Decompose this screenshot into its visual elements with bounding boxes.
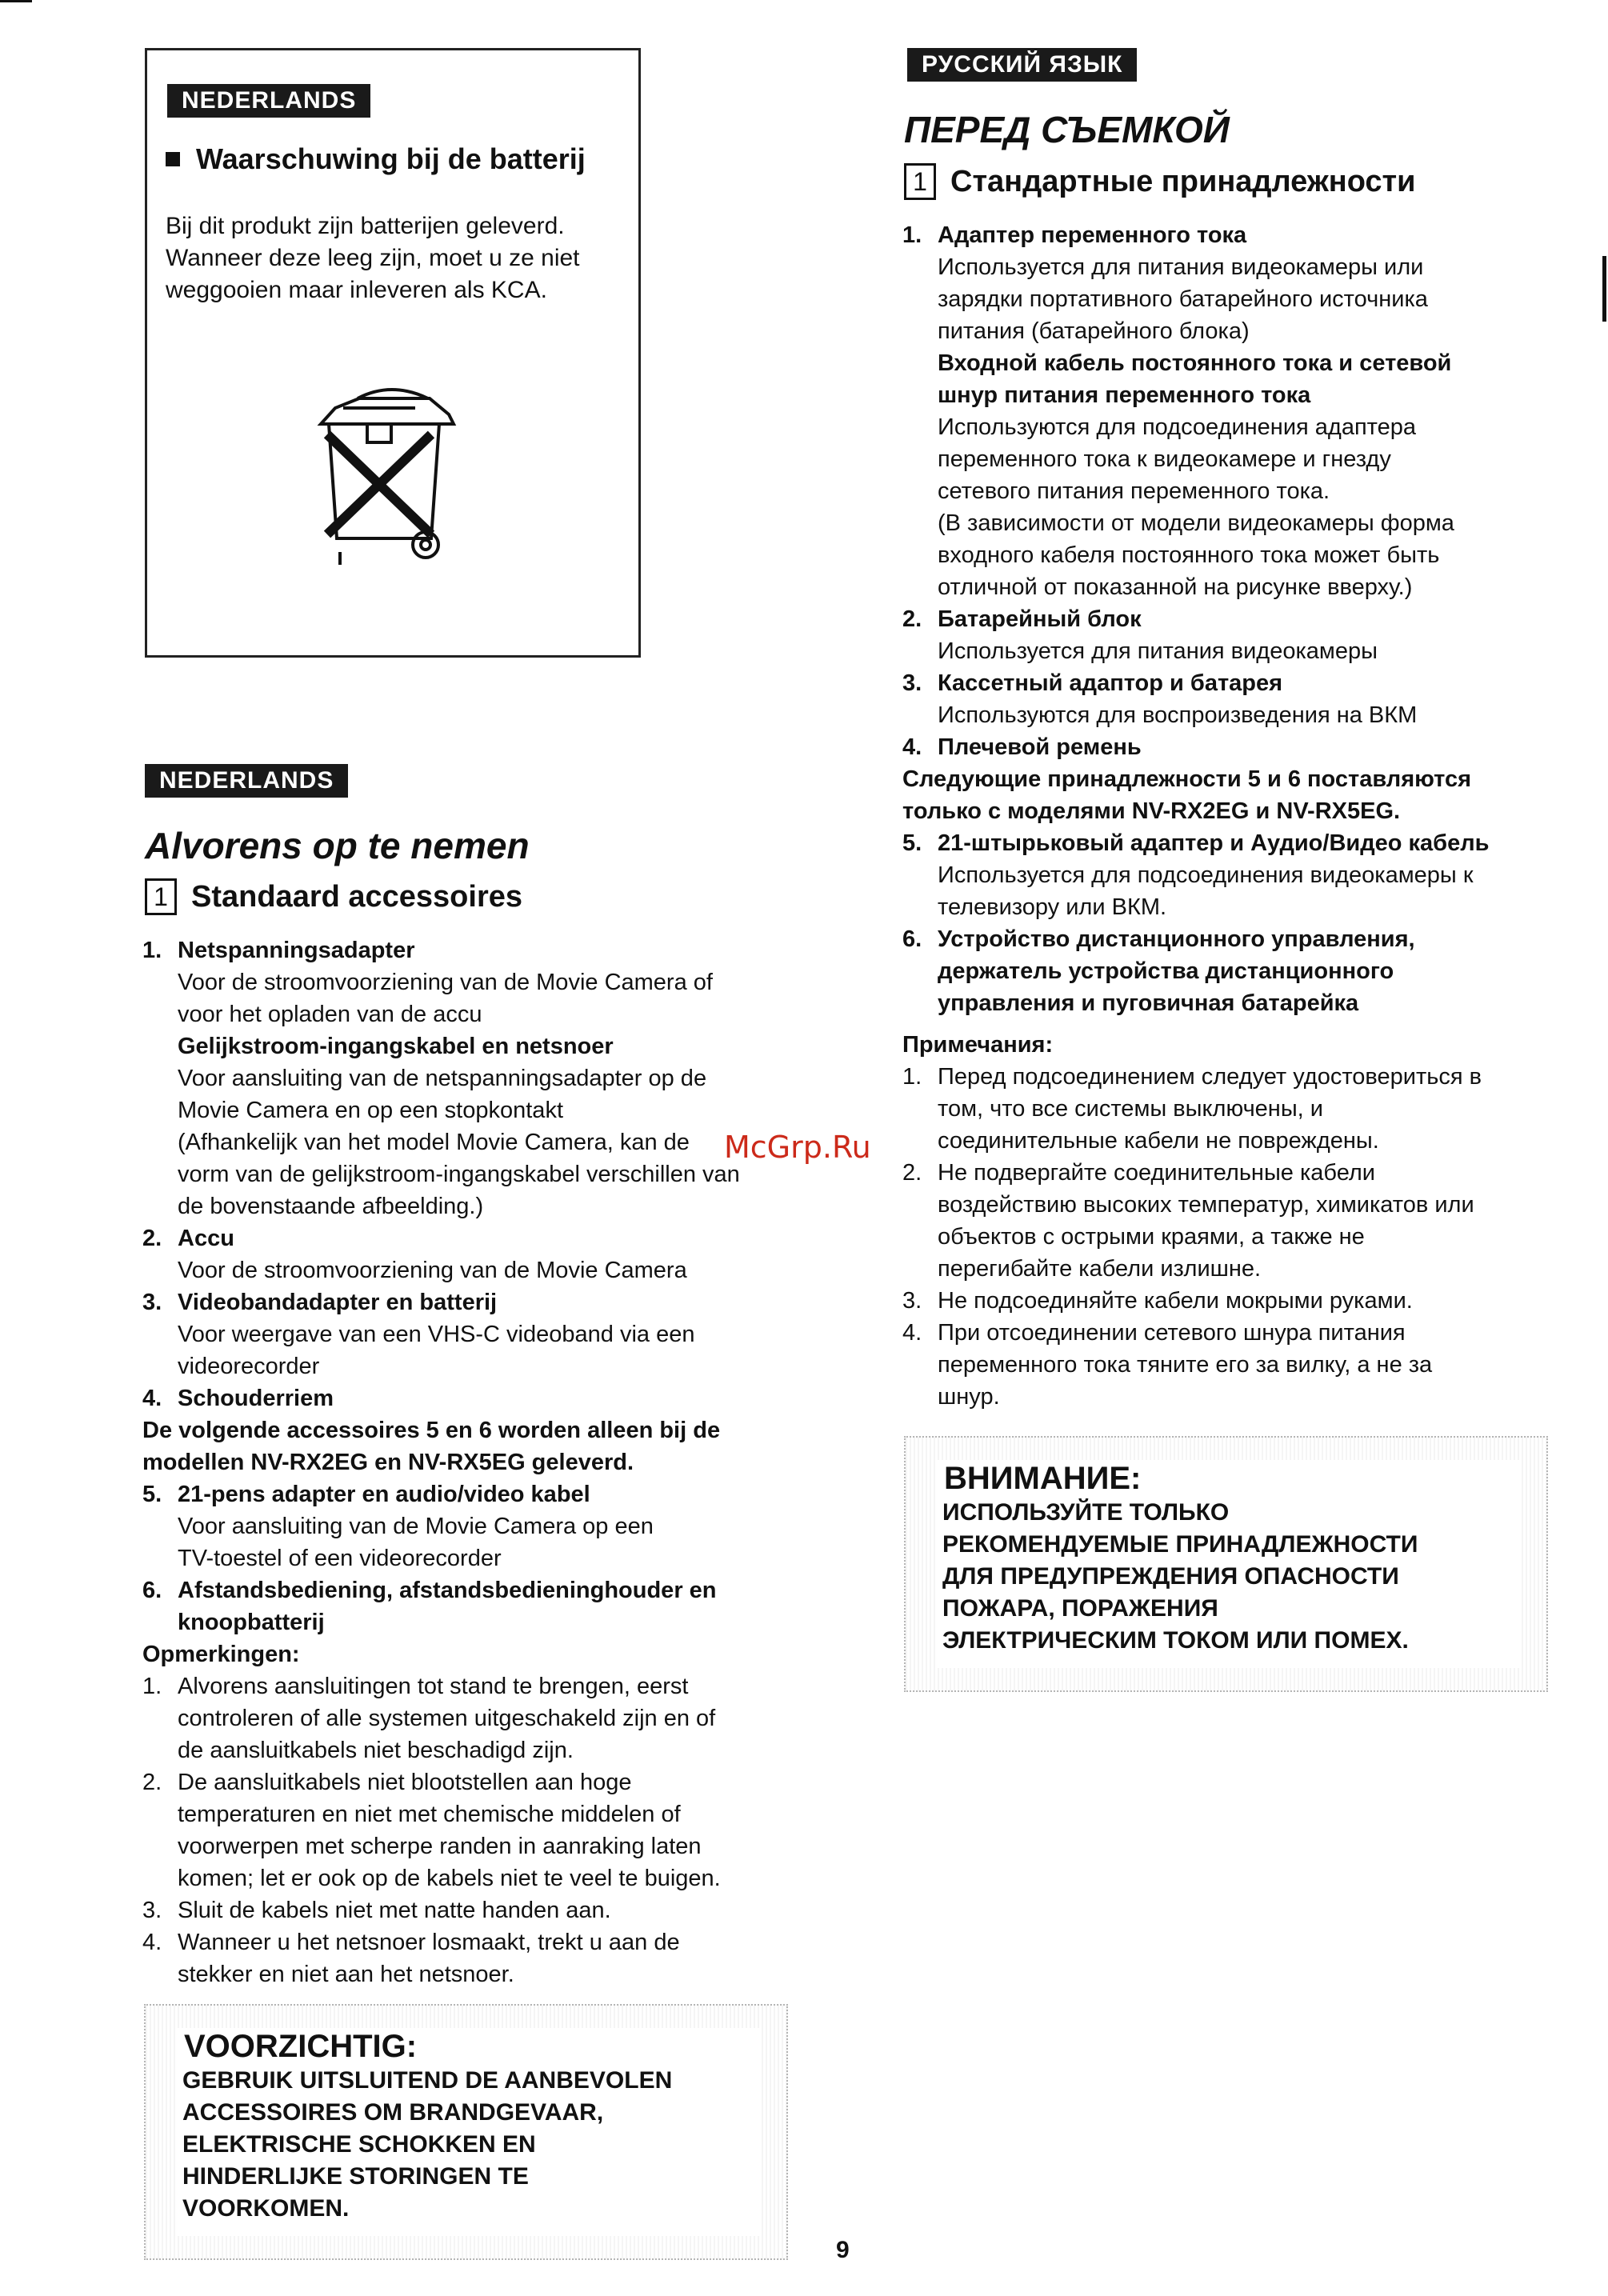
language-tag: NEDERLANDS bbox=[145, 764, 348, 798]
list-item: 1. Netspanningsadapter Voor de stroomvoorziening van de Movie Camera of voor het opladen van de accu Gelijkstroom-ingangskabel en netsnoer Voor aansluiting van de netspanningsadapter op de Movie Camera en op een stopkontakt (Afhankelijk van het model Movie Camera, kan de vorm van de gelijkstroom-ingangskabel verschillen van de bovenstaande afbeelding.) bbox=[142, 938, 740, 1219]
remark-item: 1. Перед подсоединением следует удостовериться в том, что все системы выключены, и соединительные кабели не повреждены. bbox=[902, 1064, 1482, 1154]
edge-mark bbox=[0, 0, 32, 2]
bullet-square-icon bbox=[166, 152, 180, 166]
list-item: 4. Плечевой ремень bbox=[902, 734, 1142, 760]
caution-title: ВНИМАНИЕ: bbox=[944, 1461, 1142, 1496]
page-title: Alvorens op te nemen bbox=[145, 825, 530, 866]
section-number: 1 bbox=[904, 163, 936, 200]
models-note: только с моделями NV-RX2EG и NV-RX5EG. bbox=[902, 798, 1401, 824]
list-item: 3. Videobandadapter en batterij Voor weergave van een VHS-C videoband via een videorecorder bbox=[142, 1290, 695, 1379]
list-item: 5. 21-pens adapter en audio/video kabel Voor aansluiting van de Movie Camera op een TV-toestel of een videorecorder bbox=[142, 1482, 654, 1571]
edge-mark bbox=[1602, 256, 1606, 322]
watermark: McGrp.Ru bbox=[724, 1130, 871, 1165]
remark-item: 3. Не подсоединяйте кабели мокрыми руками. bbox=[902, 1288, 1413, 1314]
list-item: 2. Батарейный блок Используется для питания видеокамеры bbox=[902, 606, 1378, 664]
language-tag: NEDERLANDS bbox=[167, 84, 370, 118]
remarks-title: Примечания: bbox=[902, 1032, 1054, 1058]
caution-box bbox=[144, 2004, 788, 2260]
accessories-list bbox=[902, 219, 1590, 1413]
remark-item: 2. Не подвергайте соединительные кабели воздействию высоких температур, химикатов или объектов с острыми краями, а также не перегибайте кабели излишне. bbox=[902, 1160, 1474, 1282]
battery-warning-line: Wanneer deze leeg zijn, moet u ze niet bbox=[166, 245, 580, 271]
battery-warning-line: weggooien maar inleveren als KCA. bbox=[166, 277, 547, 303]
section-title: Стандартные принадлежности bbox=[950, 164, 1416, 198]
battery-warning-line: Bij dit produkt zijn batterijen geleverd. bbox=[166, 213, 565, 239]
battery-warning-box bbox=[145, 48, 641, 658]
list-item: 1. Адаптер переменного тока Используется для питания видеокамеры или зарядки портативного батарейного источника питания (батарейного блока) Входной кабель постоянного тока и сетевой шнур питания переменного тока Используются для подсоединения адаптера переменного тока к видеокамере и гнезду сетевого питания переменного тока. (В зависимости от модели видеокамеры форма входного кабеля постоянного тока может быть отличной от показанной на рисунке вверху.) bbox=[902, 222, 1454, 600]
remark-item: 3. Sluit de kabels niet met natte handen aan. bbox=[142, 1898, 611, 1923]
language-tag: РУССКИЙ ЯЗЫК bbox=[907, 48, 1137, 82]
section-title: Standaard accessoires bbox=[191, 879, 523, 914]
list-item: 6. Устройство дистанционного управления, держатель устройства дистанционного управления и пуговичная батарейка bbox=[902, 926, 1415, 1016]
battery-warning-title: Waarschuwing bij de batterij bbox=[196, 142, 586, 175]
caution-box bbox=[904, 1436, 1548, 1692]
models-note: De volgende accessoires 5 en 6 worden alleen bij de bbox=[142, 1418, 721, 1443]
page-title: ПЕРЕД СЪЕМКОЙ bbox=[904, 109, 1230, 150]
remark-item: 4. При отсоединении сетевого шнура питания переменного тока тяните его за вилку, а не за шнур. bbox=[902, 1320, 1433, 1410]
crossed-out-wheelie-bin-icon bbox=[311, 374, 463, 578]
battery-warning-text bbox=[166, 210, 580, 306]
section-heading bbox=[145, 878, 522, 915]
remark-item: 4. Wanneer u het netsnoer losmaakt, trekt u aan de stekker en niet aan het netsnoer. bbox=[142, 1930, 680, 1987]
list-item: 2. Accu Voor de stroomvoorziening van de Movie Camera bbox=[142, 1226, 687, 1283]
caution-text: GEBRUIK UITSLUITEND DE AANBEVOLEN ACCESSOIRES OM BRANDGEVAAR, ELEKTRISCHE SCHOKKEN EN HINDERLIJKE STORINGEN TE VOORKOMEN. bbox=[182, 2067, 673, 2222]
remark-item: 2. De aansluitkabels niet blootstellen aan hoge temperaturen en niet met chemische middelen of voorwerpen met scherpe randen in aanraking laten komen; let er ook op de kabels niet te veel te buigen. bbox=[142, 1770, 721, 1891]
remarks-title: Opmerkingen: bbox=[142, 1642, 300, 1667]
list-item: 4. Schouderriem bbox=[142, 1386, 334, 1411]
section-heading bbox=[904, 163, 1416, 200]
caution-title: VOORZICHTIG: bbox=[184, 2029, 418, 2064]
models-note: Следующие принадлежности 5 и 6 поставляются bbox=[902, 766, 1472, 792]
caution-text: ИСПОЛЬЗУЙТЕ ТОЛЬКО РЕКОМЕНДУЕМЫЕ ПРИНАДЛЕЖНОСТИ ДЛЯ ПРЕДУПРЕЖДЕНИЯ ОПАСНОСТИ ПОЖАРА, ПОРАЖЕНИЯ ЭЛЕКТРИЧЕСКИМ ТОКОМ ИЛИ ПОМЕХ. bbox=[942, 1499, 1418, 1654]
section-number: 1 bbox=[145, 878, 177, 915]
list-item: 6. Afstandsbediening, afstandsbedieninghouder en knoopbatterij bbox=[142, 1578, 717, 1635]
accessories-list bbox=[142, 934, 814, 1990]
models-note: modellen NV-RX2EG en NV-RX5EG geleverd. bbox=[142, 1450, 634, 1475]
list-item: 3. Кассетный адаптор и батарея Используются для воспроизведения на ВКМ bbox=[902, 670, 1418, 728]
remark-item: 1. Alvorens aansluitingen tot stand te brengen, eerst controleren of alle systemen uitgeschakeld zijn en of de aansluitkabels niet beschadigd zijn. bbox=[142, 1674, 716, 1763]
battery-warning-heading bbox=[166, 142, 586, 176]
page-number: 9 bbox=[836, 2237, 850, 2263]
list-item: 5. 21-штырьковый адаптер и Аудио/Видео кабель Используется для подсоединения видеокамеры к телевизору или ВКМ. bbox=[902, 830, 1490, 920]
